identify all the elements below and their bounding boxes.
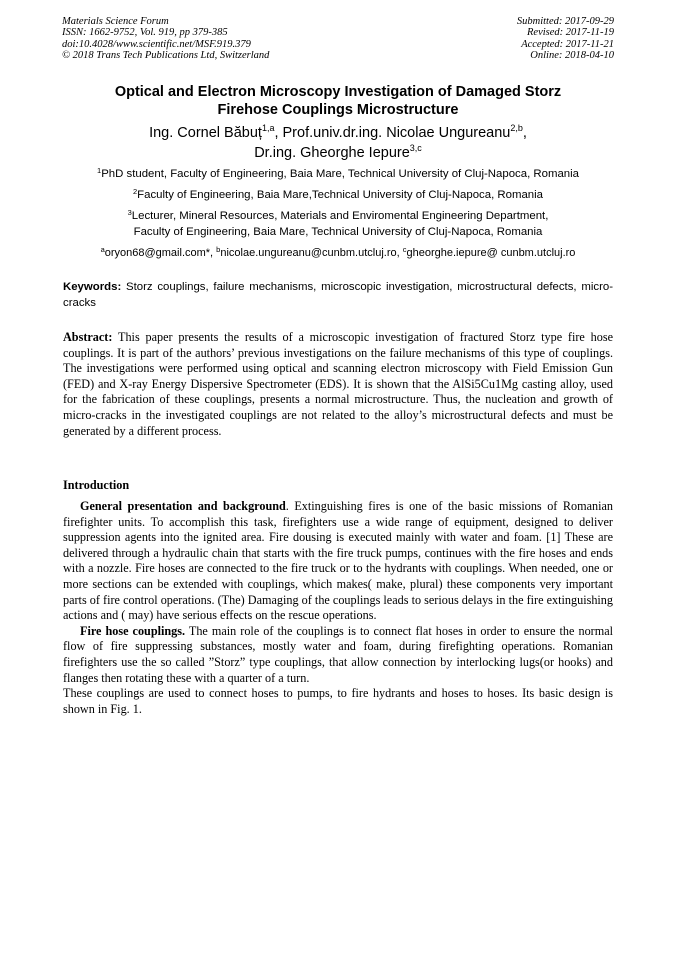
author-3-name: Dr.ing. Gheorghe Iepure [254,145,410,161]
author-emails [60,246,616,262]
affiliation-2-text: Faculty of Engineering, Baia Mare,Technical University of Cluj-Napoca, Romania [137,189,543,201]
journal-copyright: © 2018 Trans Tech Publications Ltd, Switzerland [62,49,270,61]
title-line-2: Firehose Couplings Microstructure [217,102,459,118]
email-b-sup: b [216,245,221,254]
journal-name: Materials Science Forum [62,16,169,27]
section-heading-introduction: Introduction [63,478,130,492]
keywords [63,280,613,311]
abstract-label: Abstract: [63,330,113,344]
paragraph-general-label: General presentation and background [80,499,286,513]
email-c: gheorghe.iepure@ cunbm.utcluj.ro [406,247,576,259]
author-1-sup: 1,a [261,123,275,133]
author-line-2 [60,143,616,163]
author-line-1: Ing. Cornel Băbuț$^{1,a}$, Prof.univ.dr.ing. Nicolae Ungureanu$^{2,b}$, [149,123,527,141]
abstract [63,330,613,439]
author-2-sup: 2,b [510,123,523,133]
author-list [60,123,616,163]
title-line-1: Optical and Electron Microscopy Investigation of Damaged Storz [114,84,562,100]
journal-doi: doi:10.4028/www.scientific.net/MSF.919.379 [62,38,251,50]
affiliation-1-text: PhD student, Faculty of Engineering, Baia Mare, Technical University of Cluj-Napoca, Romania [101,168,579,180]
affiliation-3 [60,209,616,240]
affiliation-2 [60,188,616,204]
author-3-sup: 3,c [409,143,422,153]
journal-issn: ISSN: 1662-9752, Vol. 919, pp 379-385 [62,27,228,39]
paragraph-couplings-label: Fire hose couplings. [80,623,186,638]
paragraph-general [63,499,613,624]
date-accepted: Accepted: 2017-11-21 [521,38,614,50]
paragraph-usage: These couplings are used to connect hoses to pumps, to fire hydrants and hoses to hoses. Its basic design is shown in Fig. 1. [63,686,613,716]
affiliation-3-line-1: Lecturer, Mineral Resources, Materials and Enviromental Engineering Department, [131,210,549,222]
affiliation-2-sup: 2 [133,187,138,196]
paragraph-couplings [63,624,613,686]
email-b: nicolae.ungureanu@cunbm.utcluj.ro, [220,247,403,259]
paragraph-couplings-text: The main role of the couplings is to connect flat hoses in order to ensure the normal flow of fire suppressing substances, mostly water and foam, during firefighting operations. Romanian firefighters use the so called ”Storz” type couplings, that allow connection by interlocking lugs(or hooks) and flanges then rotating these with a quarter of a turn. [63,623,613,685]
affiliation-3-line-2: Faculty of Engineering, Baia Mare, Technical University of Cluj-Napoca, Romania [133,225,543,238]
journal-info [62,16,269,61]
affiliation-1-sup: 1 [97,166,102,175]
paragraph-general-text: . Extinguishing fires is one of the basic missions of Romanian firefighter units. To accomplish this task, firefighters use a wide range of equipment, designed to deliver suppression agents into the ignited area. Fire dousing is executed mainly with water and foam. [1] These are delivered through a hydraulic chain that starts with the fire truck pumps, continues with the fire hoses and ends with a nozzle. Fire hoses are connected to the fire truck or to the hydrants with couplings. When needed, one or more sections can be extended with couplings, which makes( make, plural) these components very important parts of fire control operations. (The) Damaging of the couplings leads to serious delays in the fire extinguishing actions and ( may) have serious effects on the rescue operations. [63,499,613,623]
date-revised: Revised: 2017-11-19 [527,27,614,39]
affiliation-1 [60,167,616,183]
keywords-text: Storz couplings, failure mechanisms, microscopic investigation, microstructural defects, micro-cracks [63,281,613,309]
submission-dates [517,16,614,61]
date-submitted: Submitted: 2017-09-29 [516,16,614,27]
affiliation-3-sup: 3 [127,208,132,217]
keywords-label: Keywords: [63,281,122,293]
abstract-text: This paper presents the results of a microscopic investigation of fractured Storz type fire hose couplings. It is part of the authors’ previous investigations on the failure mechanisms of this type of couplings. The investigations were performed using optical and scanning electron microscopy with Field Emission Gun (FED) and X-ray Energy Dispersive Spectrometer (EDS). It is shown that the AlSi5Cu1Mg casting alloy, used for the fabrication of these couplings, presents a normal microstructure. Thus, the nucleation and growth of micro-cracks in the investigated couplings are not related to the alloy’s microstructural defects and must be generated by a different process. [63,330,613,438]
date-online: Online: 2018-04-10 [530,49,614,61]
author-2-name: Prof.univ.dr.ing. Nicolae Ungureanu [282,125,511,141]
email-a-sup: a [100,245,105,254]
paper-title [60,83,616,119]
email-c-sup: c [402,245,407,254]
author-1-name: Ing. Cornel Băbuț [149,125,262,141]
introduction-body [63,499,613,717]
email-a: oryon68@gmail.com*, [104,247,217,259]
